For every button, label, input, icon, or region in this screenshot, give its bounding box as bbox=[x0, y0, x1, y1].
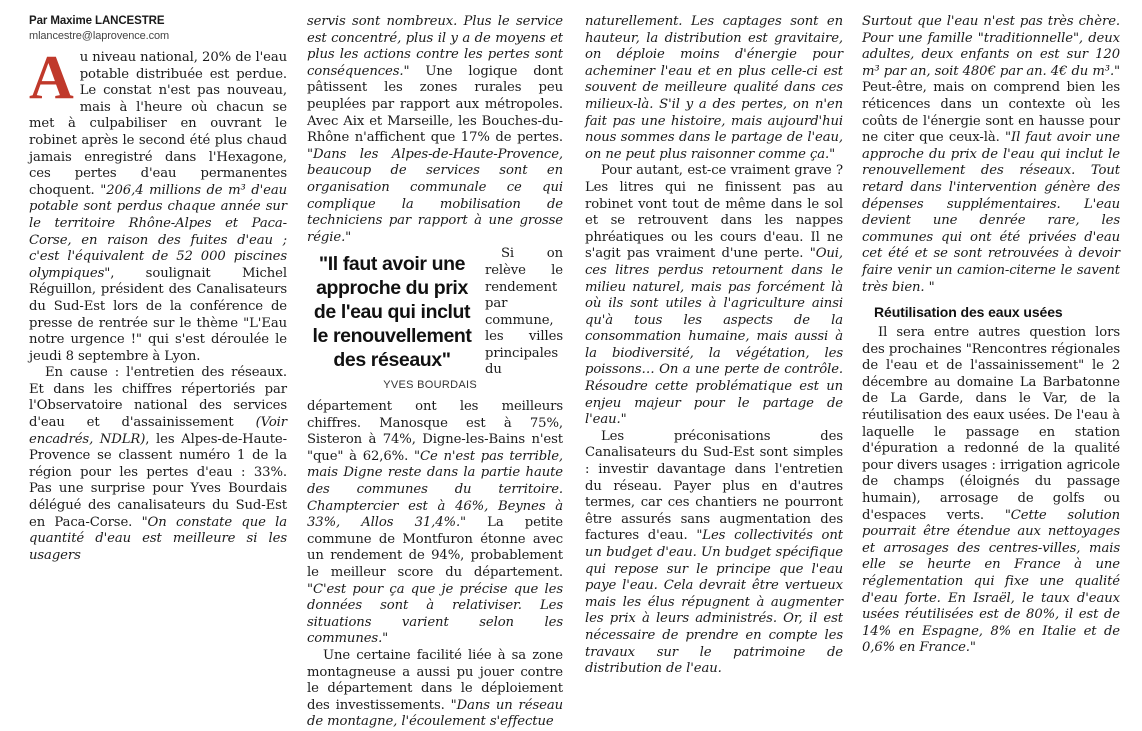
section-subheading: Réutilisation des eaux usées bbox=[874, 304, 1063, 321]
quote: "C'est pour ça que je précise que les données sont à relativiser. Les situations varient selon les communes." bbox=[307, 581, 563, 647]
editor-note: (Voir encadrés, NDLR) bbox=[29, 415, 287, 447]
column-4 bbox=[862, 14, 1120, 682]
quote: "Les collectivités ont un budget d'eau. Un budget spécifique qui repose sur le principe que l'eau paye l'eau. Cela devrait être vertueux mais les élus répugnent à augmenter les prix à leurs administrés. Or, il est nécessaire de prendre en compte les travaux sur le patrimoine de distribution de l'eau. bbox=[585, 528, 843, 677]
column-1 bbox=[29, 14, 287, 682]
author-email[interactable]: mlancestre@laprovence.com bbox=[29, 30, 170, 42]
quote: "Dans un réseau de montagne, l'écoulement s'effectue bbox=[307, 697, 563, 730]
paragraph: Les préconisations des Canalisateurs du Sud-Est sont simples : investir davantage dans l'entretien du réseau. Payer plus en d'autres termes, car ces chantiers ne pourront être assurés sans augmentation des factures d'eau. "Les collectivités ont un budget d'eau. Un budget spécifique qui repose sur le principe que l'eau paye l'eau. Cela devrait être vertueux mais les élus répugnent à augmenter les prix à leurs administrés. Or, il est nécessaire de prendre en compte les travaux sur le patrimoine de distribution de l'eau. bbox=[585, 428, 843, 677]
quote: "Dans les Alpes-de-Haute-Provence, beaucoup de services sont en organisation communale ce qui complique la mobilisation de techniciens par rapport à une grosse régie." bbox=[307, 146, 563, 245]
quote: servis sont nombreux. Plus le service est concentré, plus il y a de moyens et plus les actions contre les pertes sont conséquences." bbox=[307, 14, 563, 79]
paragraph-lead: Au niveau national, 20% de l'eau potable distribuée est perdue. Le constat n'est pas nouveau, mais à l'heure où chacun se met à culpabiliser en ouvrant le robinet après le second été plus chaud jamais enregistré dans l'Hexagone, ces pertes d'eau permanentes choquent. "206,4 millions de m³ d'eau potable sont perdus chaque année sur le territoire Rhône-Alpes et Paca-Corse, en raison des fuites d'eau ; c'est l'équivalent de 52 000 piscines olympiques", soulignait Michel Réguillon, président des Canalisateurs du Sud-Est lors de la conférence de presse de rentrée sur le thème "L'Eau notre urgence !" qui s'est déroulée le jeudi 8 septembre à Lyon. bbox=[29, 44, 288, 364]
paragraph: Surtout que l'eau n'est pas très chère. Pour une famille "traditionnelle", deux adultes, deux enfants on est sur 120 m³ par an, soit 480€ par an. 4€ du m³." Peut-être, mais on comprend bien les réticences dans un contexte où les coûts de l'énergie sont en hausse pour ne citer que ceux-là. "Il faut avoir une approche du prix de l'eau qui inclut le renouvellement des réseaux. Tout retard dans l'intervention génère des dépenses supplémentaires. L'eau devient une denrée rare, les communes qui ont été privées d'eau cet été et se sont retrouvées à devoir faire venir un camion-citerne le savent très bien. " bbox=[862, 14, 1120, 295]
drop-cap: A bbox=[29, 44, 74, 112]
pull-quote bbox=[307, 252, 477, 392]
column-2 bbox=[307, 14, 564, 730]
paragraph: Une certaine facilité liée à sa zone montagneuse a aussi pu jouer contre le département dans le déploiement des investissements. "Dans un réseau de montagne, l'écoulement s'effectue bbox=[307, 647, 563, 730]
quote: "Oui, ces litres perdus retournent dans le milieu naturel, mais pas forcément là où ils sont utiles à l'agriculture ainsi qu'à tous les aspects de la consommation humaine, mais aussi à la biodiversité, la végétation, les poissons… On a une perte de contrôle. Résoudre cette problématique est un enjeu majeur pour le partage de l'eau." bbox=[585, 246, 844, 428]
pull-quote-author: YVES BOURDAIS bbox=[383, 379, 477, 392]
quote: Surtout que l'eau n'est pas très chère. Pour une famille "traditionnelle", deux adultes, deux enfants on est sur 120 m³ par an, soit 480€ par an. 4€ du m³." bbox=[862, 14, 1120, 79]
paragraph: servis sont nombreux. Plus le service est concentré, plus il y a de moyens et plus les actions contre les pertes sont conséquences." Une logique dont pâtissent les zones rurales peu peuplées par rapport aux métropoles. Avec Aix et Marseille, les Bouches-du-Rhône n'affichent que 17% de pertes. "Dans les Alpes-de-Haute-Provence, beaucoup de services sont en organisation communale ce qui complique la mobilisation de techniciens par rapport à une grosse régie." bbox=[307, 14, 563, 245]
quote: "Cette solution pourrait être étendue aux nettoyages et arrosages des centres-villes, mais elle se heurte en France à une réglementation qui fixe une qualité d'eau forte. En Israël, le taux d'eaux usées réutilisées est de 80%, il est de 14% en Espagne, 8% en Italie et de 0,6% en France." bbox=[862, 507, 1120, 656]
quote: "206,4 millions de m³ d'eau potable sont perdus chaque année sur le territoire Rhône-Alpes et Paca-Corse, en raison des fuites d'eau ; c'est l'équivalent de 52 000 piscines olympiques" bbox=[29, 182, 288, 281]
quote: "Il faut avoir une approche du prix de l'eau qui inclut le renouvellement des réseaux. Tout retard dans l'intervention génère des dépenses supplémentaires. L'eau devient une denrée rare, les communes qui ont été privées d'eau cet été et se sont retrouvées à devoir faire venir un camion-citerne le savent très bien. " bbox=[862, 130, 1120, 295]
paragraph: En cause : l'entretien des réseaux. Et dans les chiffres répertoriés par l'Observatoire national des services d'eau et d'assainissement (Voir encadrés, NDLR), les Alpes-de-Haute-Provence se classent numéro 1 de la région pour les pertes d'eau : 33%. Pas une surprise pour Yves Bourdais délégué des canalisateurs du Sud-Est en Paca-Corse. "On constate que la quantité d'eau est meilleure si les usagers bbox=[29, 365, 287, 563]
paragraph: Pour autant, est-ce vraiment grave ? Les litres qui ne finissent pas au robinet vont tout de même dans le sol et se retrouvent dans les nappes phréatiques ou les cours d'eau. Il ne s'agit pas vraiment d'une perte. "Oui, ces litres perdus retournent dans le milieu naturel, mais pas forcément là où ils sont utiles à l'agriculture ainsi qu'à tous les aspects de la consommation humaine, mais aussi à la biodiversité, la végétation, les poissons… On a une perte de contrôle. Résoudre cette problématique est un enjeu majeur pour le partage de l'eau." bbox=[585, 163, 844, 428]
quote: "On constate que la quantité d'eau est meilleure si les usagers bbox=[29, 514, 287, 563]
paragraph: Il sera entre autres question lors des prochaines "Rencontres régionales de l'eau et de l'assainissement" le 2 décembre au domaine La Barbatonne de La Garde, dans le Var, de la réutilisation des eaux usées. De l'eau à laquelle le passage en station d'épuration a redonné de la qualité pour divers usages : irrigation agricole de champs (éloignés du passage humain), arrosage de golfs ou d'espaces verts. "Cette solution pourrait être étendue aux nettoyages et arrosages des centres-villes, mais elle se heurte en France à une réglementation qui fixe une qualité d'eau forte. En Israël, le taux d'eaux usées réutilisées est de 80%, il est de 14% en Espagne, 8% en Italie et de 0,6% en France." bbox=[862, 325, 1120, 656]
quote: "Ce n'est pas terrible, mais Digne reste dans la partie haute des communes du territoire. Champtercier est à 46%, Beynes à 33%, Allos 31,4%." bbox=[307, 448, 564, 531]
pull-quote-text: "Il faut avoir une approche du prix de l'eau qui inclut le renouvellement des réseaux" bbox=[312, 253, 472, 372]
column-3 bbox=[585, 14, 843, 682]
author-byline: Par Maxime LANCESTRE bbox=[29, 15, 165, 27]
paragraph: Si on relève le rendement par commune, les villes principales du département ont les meilleurs chiffres. Manosque est à 75%, Sisteron à 74%, Digne-les-Bains n'est "que" à 62,6%. "Ce n'est pas terrible, mais Digne reste dans la partie haute des communes du territoire. Champtercier est à 46%, Beynes à 33%, Allos 31,4%." La petite commune de Montfuron étonne avec un rendement de 94%, probablement le meilleur score du département. "C'est pour ça que je précise que les données sont à relativiser. Les situations varient selon les communes." bbox=[307, 246, 564, 647]
quote-paragraph: naturellement. Les captages sont en hauteur, la distribution est gravitaire, on déploie moins d'énergie pour acheminer l'eau et en plus celle-ci est souvent de meilleure qualité dans ces milieux-là. S'il y a des pertes, on n'en fait pas une histoire, mais aujourd'hui nous sommes dans le partage de l'eau, on ne peut plus raisonner comme ça." bbox=[585, 14, 843, 162]
